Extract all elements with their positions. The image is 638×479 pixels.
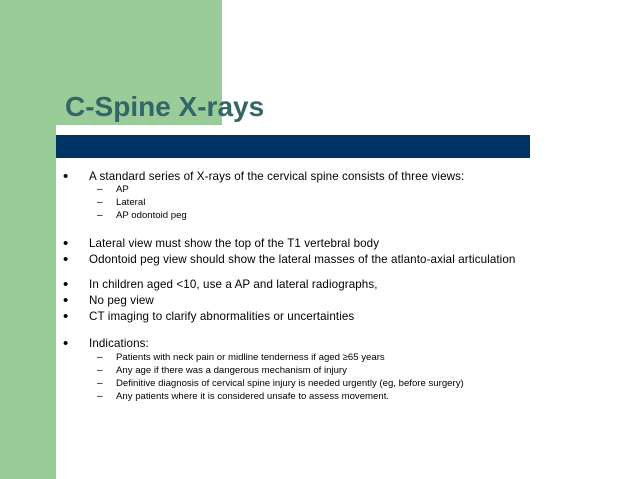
sub-dash: – [97, 365, 103, 376]
bullet-marker: • [63, 235, 69, 252]
sub-item: Lateral [116, 197, 146, 208]
slide-title: C-Spine X-rays [65, 91, 265, 122]
bullet-text: A standard series of X-rays of the cervical spine consists of three views: [89, 170, 465, 183]
sub-item: Patients with neck pain or midline tenderness if aged ≥65 years [116, 352, 385, 363]
sub-dash: – [97, 378, 103, 389]
sub-item: Any patients where it is considered unsafe to assess movement. [116, 391, 390, 402]
decorative-green-strip [0, 0, 56, 479]
bullet-text: In children aged <10, use a AP and lateral radiographs, [89, 278, 378, 291]
bullet-text: Indications: [89, 337, 149, 350]
sub-item: AP [116, 184, 129, 195]
bullet-marker: • [63, 308, 69, 325]
bullet-marker: • [63, 335, 69, 352]
sub-item: Definitive diagnosis of cervical spine injury is needed urgently (eg, before surgery) [116, 378, 464, 389]
bullet-marker: • [63, 292, 69, 309]
sub-dash: – [97, 352, 103, 363]
bullet-marker: • [63, 168, 69, 185]
decorative-white-gap [56, 125, 530, 135]
sub-item: AP odontoid peg [116, 210, 187, 221]
sub-dash: – [97, 197, 103, 208]
bullet-text: No peg view [89, 294, 154, 307]
bullet-marker: • [63, 276, 69, 293]
sub-dash: – [97, 391, 103, 402]
bullet-text: Odontoid peg view should show the lateral masses of the atlanto-axial articulation [89, 253, 516, 266]
bullet-marker: • [63, 251, 69, 268]
sub-dash: – [97, 210, 103, 221]
bullet-text: CT imaging to clarify abnormalities or uncertainties [89, 310, 355, 323]
sub-item: Any age if there was a dangerous mechanism of injury [116, 365, 347, 376]
sub-dash: – [97, 184, 103, 195]
bullet-text: Lateral view must show the top of the T1 vertebral body [89, 237, 380, 250]
title-underline-bar [56, 135, 530, 158]
